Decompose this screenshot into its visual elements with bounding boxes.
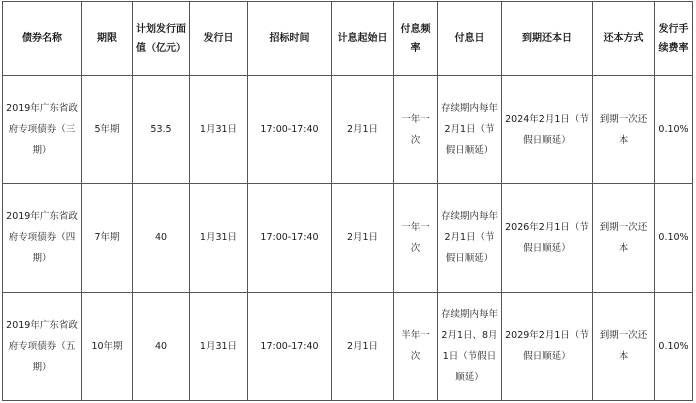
header-row (3, 2, 693, 76)
cell-pay-frequency: 一年一次 (394, 76, 438, 184)
cell-bond-name: 2019年广东省政府专项债券（四期） (3, 184, 82, 292)
cell-planned-amount: 40 (133, 292, 190, 400)
cell-repay-method: 到期一次还本 (593, 292, 655, 400)
header-bond-name: 债券名称 (3, 2, 82, 76)
cell-repay-method: 到期一次还本 (593, 184, 655, 292)
header-pay-date: 付息日 (438, 2, 502, 76)
cell-term: 7年期 (82, 184, 133, 292)
cell-bond-name: 2019年广东省政府专项债券（三期） (3, 76, 82, 184)
cell-planned-amount: 40 (133, 184, 190, 292)
cell-fee-rate: 0.10% (655, 292, 693, 400)
cell-planned-amount: 53.5 (133, 76, 190, 184)
cell-pay-date: 存续期内每年2月1日（节假日顺延） (438, 184, 502, 292)
table-row (3, 184, 693, 292)
cell-pay-frequency: 一年一次 (394, 184, 438, 292)
cell-pay-date: 存续期内每年2月1日（节假日顺延） (438, 76, 502, 184)
cell-bid-time: 17:00-17:40 (248, 292, 332, 400)
cell-issue-date: 1月31日 (190, 76, 248, 184)
table-row (3, 292, 693, 400)
cell-repay-method: 到期一次还本 (593, 76, 655, 184)
header-fee-rate: 发行手续费率 (655, 2, 693, 76)
cell-maturity: 2026年2月1日（节假日顺延） (502, 184, 593, 292)
header-bid-time: 招标时间 (248, 2, 332, 76)
cell-bid-time: 17:00-17:40 (248, 76, 332, 184)
header-issue-date: 发行日 (190, 2, 248, 76)
table-row (3, 76, 693, 184)
cell-interest-start: 2月1日 (332, 76, 394, 184)
header-pay-frequency: 付息频率 (394, 2, 438, 76)
cell-pay-date: 存续期内每年2月1日、8月1日（节假日顺延） (438, 292, 502, 400)
header-repay-method: 还本方式 (593, 2, 655, 76)
header-planned-amount: 计划发行面值（亿元） (133, 2, 190, 76)
cell-issue-date: 1月31日 (190, 184, 248, 292)
cell-issue-date: 1月31日 (190, 292, 248, 400)
cell-maturity: 2024年2月1日（节假日顺延） (502, 76, 593, 184)
bond-issuance-table (2, 1, 693, 401)
header-term: 期限 (82, 2, 133, 76)
cell-interest-start: 2月1日 (332, 184, 394, 292)
cell-maturity: 2029年2月1日（节假日顺延） (502, 292, 593, 400)
header-interest-start: 计息起始日 (332, 2, 394, 76)
header-maturity: 到期还本日 (502, 2, 593, 76)
cell-fee-rate: 0.10% (655, 184, 693, 292)
cell-interest-start: 2月1日 (332, 292, 394, 400)
cell-term: 10年期 (82, 292, 133, 400)
cell-fee-rate: 0.10% (655, 76, 693, 184)
cell-term: 5年期 (82, 76, 133, 184)
cell-pay-frequency: 半年一次 (394, 292, 438, 400)
cell-bond-name: 2019年广东省政府专项债券（五期） (3, 292, 82, 400)
cell-bid-time: 17:00-17:40 (248, 184, 332, 292)
